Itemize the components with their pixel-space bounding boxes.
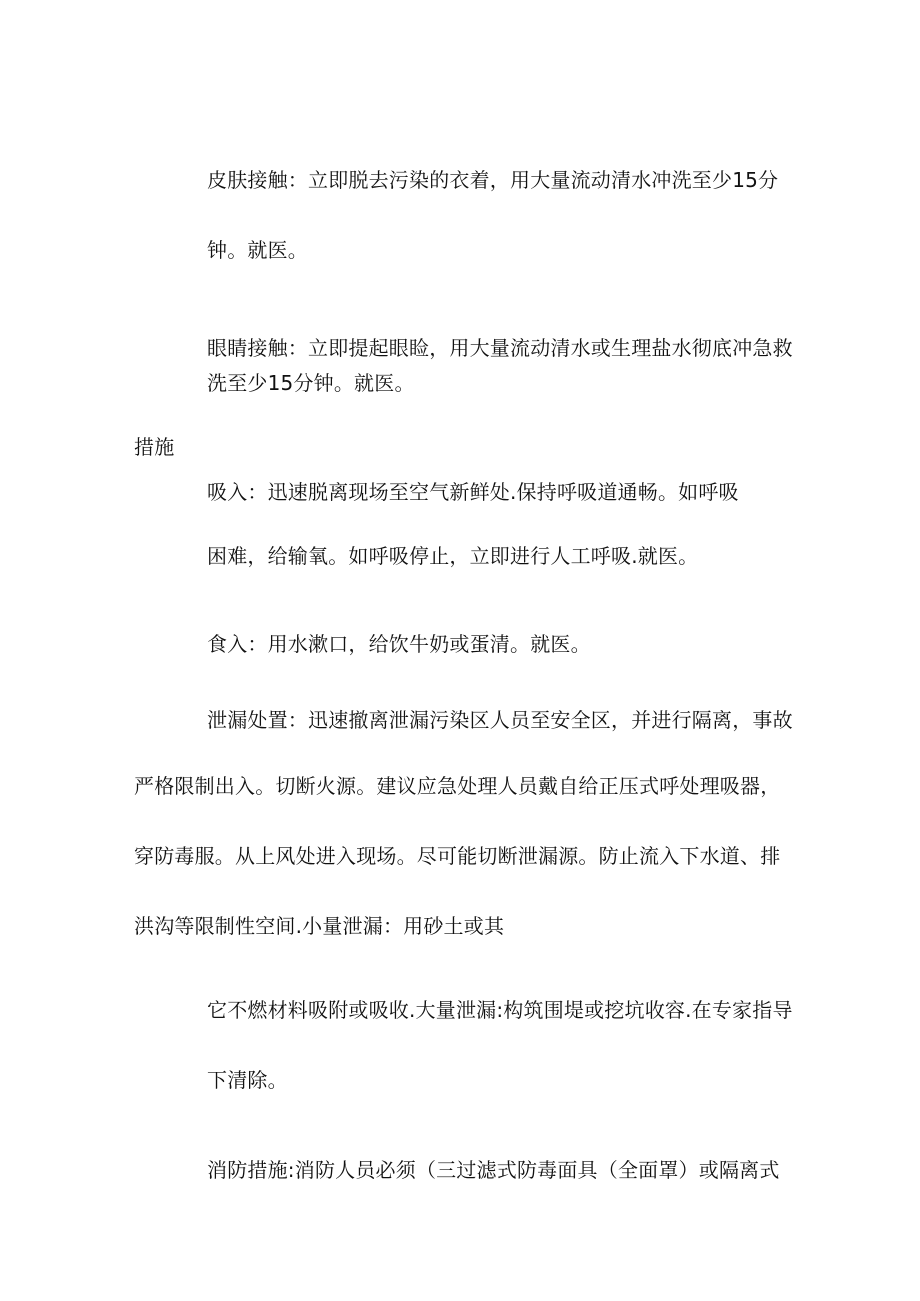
leak-disposal-line-1: 泄漏处置：迅速撤离泄漏污染区人员至安全区，并进行隔离，事故 bbox=[207, 708, 793, 732]
leak-disposal-line-4: 洪沟等限制性空间.小量泄漏：用砂土或其 bbox=[134, 914, 505, 938]
ingestion-line: 食入：用水漱口，给饮牛奶或蛋清。就医。 bbox=[207, 632, 591, 656]
eye-contact-line-2: 洗至少15分钟。就医。 bbox=[207, 371, 415, 395]
leak-disposal-line-6: 下清除。 bbox=[207, 1068, 288, 1092]
inhalation-line-1: 吸入：迅速脱离现场至空气新鲜处.保持呼吸道通畅。如呼吸 bbox=[207, 480, 739, 504]
section-heading-measures: 措施 bbox=[134, 435, 175, 459]
leak-disposal-line-3: 穿防毒服。从上风处进入现场。尽可能切断泄漏源。防止流入下水道、排 bbox=[134, 844, 781, 868]
skin-contact-line-1: 皮肤接触：立即脱去污染的衣着，用大量流动清水冲洗至少15分 bbox=[207, 168, 779, 192]
leak-disposal-line-2: 严格限制出入。切断火源。建议应急处理人员戴自给正压式呼处理吸器， bbox=[134, 774, 781, 798]
inhalation-line-2: 困难，给输氧。如呼吸停止，立即进行人工呼吸.就医。 bbox=[207, 544, 699, 568]
fire-measures-line: 消防措施:消防人员必须（三过滤式防毒面具（全面罩）或隔离式 bbox=[207, 1158, 780, 1182]
skin-contact-line-2: 钟。就医。 bbox=[207, 238, 308, 262]
leak-disposal-line-5: 它不燃材料吸附或吸收.大量泄漏:构筑围堤或挖坑收容.在专家指导 bbox=[207, 998, 793, 1022]
eye-contact-line-1: 眼睛接触：立即提起眼睑，用大量流动清水或生理盐水彻底冲急救 bbox=[207, 336, 793, 360]
